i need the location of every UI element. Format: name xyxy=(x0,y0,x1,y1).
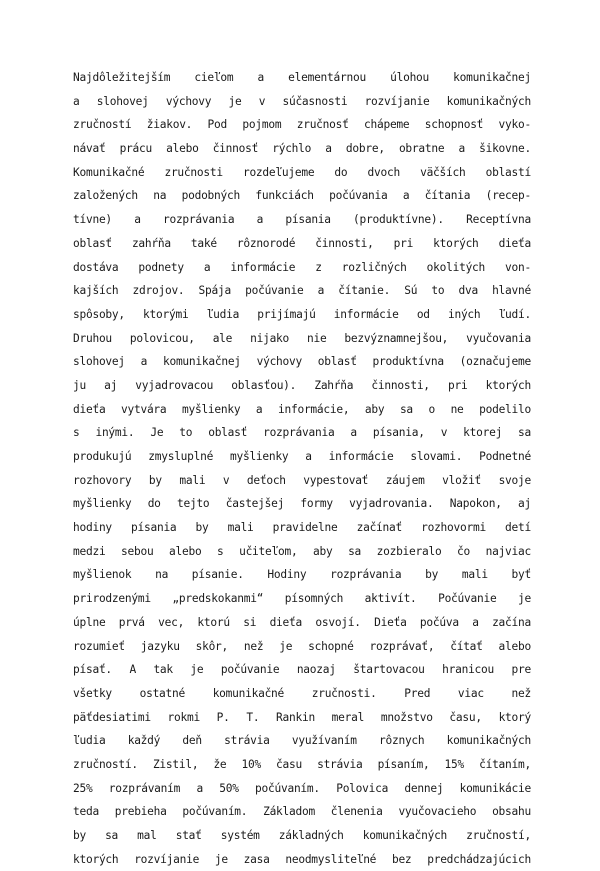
text-line: prirodzenými „predskokanmi“ písomných aktivít. Počúvanie je xyxy=(73,592,531,606)
text-line: Komunikačné zručnosti rozdeľujeme do dvoch väčších oblastí xyxy=(73,165,531,179)
text-line: slohovej a komunikačnej výchovy oblasť produktívna (označujeme xyxy=(73,355,531,369)
text-line: a slohovej výchovy je v súčasnosti rozvíjanie komunikačných xyxy=(73,94,531,108)
text-line: medzi sebou alebo s učiteľom, aby sa zozbieralo čo najviac xyxy=(73,544,531,558)
text-line: všetky ostatné komunikačné zručnosti. Pred viac než xyxy=(73,686,531,700)
text-line: Najdôležitejším cieľom a elementárnou úlohou komunikačnej xyxy=(73,71,531,84)
text-line: zručností. Zistil, že 10% času strávia písaním, 15% čítaním, xyxy=(73,757,531,771)
text-line: ktorých rozvíjanie je zasa neodmysliteľné bez predchádzajúcich xyxy=(73,852,531,866)
text-line: rozumieť jazyku skôr, než je schopné rozprávať, čítať alebo xyxy=(73,639,531,653)
text-line: hodiny písania by mali pravidelne začínať rozhovormi detí xyxy=(73,521,531,535)
text-line: rozhovory by mali v deťoch vypestovať záujem vložiť svoje xyxy=(73,473,531,487)
text-line: dostáva podnety a informácie z rozličných okolitých von- xyxy=(73,260,531,274)
text-line: úplne prvá vec, ktorú si dieťa osvojí. Dieťa počúva a začína xyxy=(73,615,531,629)
text-line: zručností žiakov. Pod pojmom zručnosť chápeme schopnosť vyko- xyxy=(73,118,531,132)
text-line: teda prebieha počúvaním. Základom členenia vyučovacieho obsahu xyxy=(73,805,531,819)
text-line: päťdesiatimi rokmi P. T. Rankin meral množstvo času, ktorý xyxy=(73,710,531,724)
text-line: Druhou polovicou, ale nijako nie bezvýznamnejšou, vyučovania xyxy=(73,331,531,345)
text-line: návať prácu alebo činnosť rýchlo a dobre, obratne a šikovne. xyxy=(73,142,531,156)
body-text xyxy=(73,66,531,871)
text-line: ju aj vyjadrovacou oblasťou). Zahŕňa činnosti, pri ktorých xyxy=(73,378,531,392)
text-line: kajších zdrojov. Spája počúvanie a čítanie. Sú to dva hlavné xyxy=(73,284,531,298)
text-line: dieťa vytvára myšlienky a informácie, aby sa o ne podelilo xyxy=(73,402,531,416)
text-line: myšlienky do tejto častejšej formy vyjadrovania. Napokon, aj xyxy=(73,497,531,511)
text-line: produkujú zmysluplné myšlienky a informácie slovami. Podnetné xyxy=(73,450,531,463)
text-line: spôsoby, ktorými ľudia prijímajú informácie od iných ľudí. xyxy=(73,307,531,321)
text-line: založených na podobných funkciách počúvania a čítania (recep- xyxy=(73,189,531,203)
text-line: písať. A tak je počúvanie naozaj štartovacou hranicou pre xyxy=(73,663,531,677)
text-line: myšlienok na písanie. Hodiny rozprávania by mali byť xyxy=(73,568,531,582)
text-line: s inými. Je to oblasť rozprávania a písania, v ktorej sa xyxy=(73,426,531,440)
text-line: tívne) a rozprávania a písania (produktívne). Receptívna xyxy=(73,213,531,227)
text-line: by sa mal stať systém základných komunikačných zručností, xyxy=(73,829,531,842)
text-line: ľudia každý deň strávia využívaním rôznych komunikačných xyxy=(73,734,531,748)
text-line: oblasť zahŕňa také rôznorodé činnosti, pri ktorých dieťa xyxy=(73,236,531,250)
text-line: 25% rozprávaním a 50% počúvaním. Polovica dennej komunikácie xyxy=(73,781,531,795)
